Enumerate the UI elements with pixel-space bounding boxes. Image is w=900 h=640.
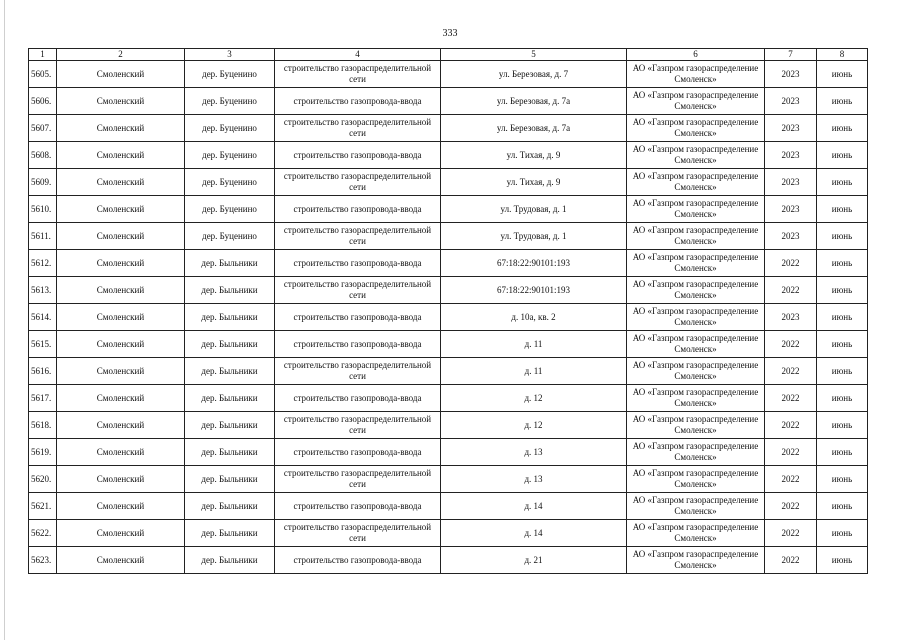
- row-number: 5616.: [29, 358, 57, 385]
- address-cell: д. 21: [441, 547, 627, 574]
- settlement-cell: дер. Быльники: [185, 304, 275, 331]
- work-type-cell: строительство газораспределительной сети: [275, 223, 441, 250]
- organization-cell: АО «Газпром газораспределение Смоленск»: [627, 358, 765, 385]
- year-cell: 2023: [765, 142, 817, 169]
- district-cell: Смоленский: [57, 547, 185, 574]
- work-type-cell: строительство газопровода-ввода: [275, 547, 441, 574]
- address-cell: ул. Тихая, д. 9: [441, 169, 627, 196]
- row-number: 5606.: [29, 88, 57, 115]
- month-cell: июнь: [817, 385, 868, 412]
- month-cell: июнь: [817, 115, 868, 142]
- address-cell: ул. Березовая, д. 7: [441, 61, 627, 88]
- organization-cell: АО «Газпром газораспределение Смоленск»: [627, 520, 765, 547]
- district-cell: Смоленский: [57, 304, 185, 331]
- work-type-cell: строительство газопровода-ввода: [275, 142, 441, 169]
- district-cell: Смоленский: [57, 466, 185, 493]
- month-cell: июнь: [817, 304, 868, 331]
- row-number: 5610.: [29, 196, 57, 223]
- row-number: 5620.: [29, 466, 57, 493]
- year-cell: 2022: [765, 493, 817, 520]
- year-cell: 2022: [765, 547, 817, 574]
- table-row: [29, 412, 868, 439]
- address-cell: д. 12: [441, 385, 627, 412]
- organization-cell: АО «Газпром газораспределение Смоленск»: [627, 331, 765, 358]
- settlement-cell: дер. Быльники: [185, 466, 275, 493]
- header-row: [29, 49, 868, 61]
- year-cell: 2022: [765, 466, 817, 493]
- district-cell: Смоленский: [57, 61, 185, 88]
- registry-table: [28, 48, 868, 574]
- column-header: 7: [765, 49, 817, 61]
- address-cell: ул. Трудовая, д. 1: [441, 196, 627, 223]
- settlement-cell: дер. Быльники: [185, 439, 275, 466]
- district-cell: Смоленский: [57, 250, 185, 277]
- year-cell: 2023: [765, 115, 817, 142]
- district-cell: Смоленский: [57, 88, 185, 115]
- settlement-cell: дер. Буценино: [185, 169, 275, 196]
- month-cell: июнь: [817, 277, 868, 304]
- year-cell: 2022: [765, 439, 817, 466]
- row-number: 5622.: [29, 520, 57, 547]
- row-number: 5609.: [29, 169, 57, 196]
- column-header: 2: [57, 49, 185, 61]
- organization-cell: АО «Газпром газораспределение Смоленск»: [627, 61, 765, 88]
- row-number: 5618.: [29, 412, 57, 439]
- organization-cell: АО «Газпром газораспределение Смоленск»: [627, 169, 765, 196]
- work-type-cell: строительство газопровода-ввода: [275, 493, 441, 520]
- month-cell: июнь: [817, 520, 868, 547]
- table-row: [29, 196, 868, 223]
- month-cell: июнь: [817, 439, 868, 466]
- year-cell: 2022: [765, 412, 817, 439]
- district-cell: Смоленский: [57, 520, 185, 547]
- table-row: [29, 439, 868, 466]
- work-type-cell: строительство газопровода-ввода: [275, 250, 441, 277]
- table-row: [29, 277, 868, 304]
- settlement-cell: дер. Буценино: [185, 115, 275, 142]
- year-cell: 2022: [765, 358, 817, 385]
- address-cell: 67:18:22:90101:193: [441, 250, 627, 277]
- work-type-cell: строительство газораспределительной сети: [275, 520, 441, 547]
- settlement-cell: дер. Быльники: [185, 358, 275, 385]
- address-cell: ул. Березовая, д. 7а: [441, 115, 627, 142]
- column-header: 1: [29, 49, 57, 61]
- column-header: 8: [817, 49, 868, 61]
- district-cell: Смоленский: [57, 277, 185, 304]
- year-cell: 2023: [765, 304, 817, 331]
- district-cell: Смоленский: [57, 223, 185, 250]
- address-cell: д. 13: [441, 466, 627, 493]
- address-cell: д. 10а, кв. 2: [441, 304, 627, 331]
- settlement-cell: дер. Быльники: [185, 385, 275, 412]
- work-type-cell: строительство газопровода-ввода: [275, 304, 441, 331]
- table-row: [29, 223, 868, 250]
- organization-cell: АО «Газпром газораспределение Смоленск»: [627, 412, 765, 439]
- table-row: [29, 358, 868, 385]
- organization-cell: АО «Газпром газораспределение Смоленск»: [627, 385, 765, 412]
- year-cell: 2022: [765, 331, 817, 358]
- year-cell: 2023: [765, 88, 817, 115]
- month-cell: июнь: [817, 412, 868, 439]
- month-cell: июнь: [817, 61, 868, 88]
- address-cell: д. 11: [441, 358, 627, 385]
- page-edge-line: [4, 0, 5, 640]
- organization-cell: АО «Газпром газораспределение Смоленск»: [627, 547, 765, 574]
- table-row: [29, 493, 868, 520]
- address-cell: д. 14: [441, 520, 627, 547]
- table-row: [29, 142, 868, 169]
- month-cell: июнь: [817, 88, 868, 115]
- row-number: 5614.: [29, 304, 57, 331]
- address-cell: ул. Березовая, д. 7а: [441, 88, 627, 115]
- settlement-cell: дер. Быльники: [185, 331, 275, 358]
- work-type-cell: строительство газораспределительной сети: [275, 358, 441, 385]
- settlement-cell: дер. Быльники: [185, 547, 275, 574]
- district-cell: Смоленский: [57, 196, 185, 223]
- column-header: 3: [185, 49, 275, 61]
- work-type-cell: строительство газораспределительной сети: [275, 169, 441, 196]
- month-cell: июнь: [817, 331, 868, 358]
- row-number: 5607.: [29, 115, 57, 142]
- work-type-cell: строительство газопровода-ввода: [275, 196, 441, 223]
- table-row: [29, 466, 868, 493]
- table-row: [29, 88, 868, 115]
- year-cell: 2022: [765, 250, 817, 277]
- month-cell: июнь: [817, 223, 868, 250]
- table-row: [29, 304, 868, 331]
- settlement-cell: дер. Быльники: [185, 277, 275, 304]
- work-type-cell: строительство газопровода-ввода: [275, 331, 441, 358]
- month-cell: июнь: [817, 358, 868, 385]
- year-cell: 2023: [765, 169, 817, 196]
- row-number: 5612.: [29, 250, 57, 277]
- address-cell: 67:18:22:90101:193: [441, 277, 627, 304]
- column-header: 5: [441, 49, 627, 61]
- year-cell: 2023: [765, 196, 817, 223]
- month-cell: июнь: [817, 466, 868, 493]
- address-cell: д. 11: [441, 331, 627, 358]
- table-row: [29, 385, 868, 412]
- organization-cell: АО «Газпром газораспределение Смоленск»: [627, 466, 765, 493]
- table-body: [29, 61, 868, 574]
- table-row: [29, 250, 868, 277]
- district-cell: Смоленский: [57, 439, 185, 466]
- district-cell: Смоленский: [57, 385, 185, 412]
- work-type-cell: строительство газораспределительной сети: [275, 115, 441, 142]
- settlement-cell: дер. Быльники: [185, 250, 275, 277]
- row-number: 5623.: [29, 547, 57, 574]
- district-cell: Смоленский: [57, 142, 185, 169]
- address-cell: д. 14: [441, 493, 627, 520]
- month-cell: июнь: [817, 169, 868, 196]
- address-cell: ул. Тихая, д. 9: [441, 142, 627, 169]
- district-cell: Смоленский: [57, 412, 185, 439]
- table-row: [29, 520, 868, 547]
- column-header: 6: [627, 49, 765, 61]
- organization-cell: АО «Газпром газораспределение Смоленск»: [627, 223, 765, 250]
- table-row: [29, 61, 868, 88]
- table-row: [29, 547, 868, 574]
- column-header: 4: [275, 49, 441, 61]
- row-number: 5617.: [29, 385, 57, 412]
- row-number: 5611.: [29, 223, 57, 250]
- district-cell: Смоленский: [57, 358, 185, 385]
- work-type-cell: строительство газопровода-ввода: [275, 385, 441, 412]
- district-cell: Смоленский: [57, 493, 185, 520]
- work-type-cell: строительство газораспределительной сети: [275, 277, 441, 304]
- organization-cell: АО «Газпром газораспределение Смоленск»: [627, 304, 765, 331]
- row-number: 5605.: [29, 61, 57, 88]
- settlement-cell: дер. Быльники: [185, 493, 275, 520]
- page-number: 333: [442, 28, 458, 39]
- table-row: [29, 115, 868, 142]
- work-type-cell: строительство газопровода-ввода: [275, 439, 441, 466]
- settlement-cell: дер. Буценино: [185, 223, 275, 250]
- table-row: [29, 169, 868, 196]
- month-cell: июнь: [817, 196, 868, 223]
- settlement-cell: дер. Буценино: [185, 61, 275, 88]
- address-cell: д. 13: [441, 439, 627, 466]
- row-number: 5613.: [29, 277, 57, 304]
- month-cell: июнь: [817, 493, 868, 520]
- organization-cell: АО «Газпром газораспределение Смоленск»: [627, 142, 765, 169]
- district-cell: Смоленский: [57, 115, 185, 142]
- row-number: 5619.: [29, 439, 57, 466]
- year-cell: 2022: [765, 385, 817, 412]
- organization-cell: АО «Газпром газораспределение Смоленск»: [627, 250, 765, 277]
- organization-cell: АО «Газпром газораспределение Смоленск»: [627, 277, 765, 304]
- year-cell: 2023: [765, 223, 817, 250]
- address-cell: ул. Трудовая, д. 1: [441, 223, 627, 250]
- year-cell: 2022: [765, 277, 817, 304]
- organization-cell: АО «Газпром газораспределение Смоленск»: [627, 439, 765, 466]
- row-number: 5615.: [29, 331, 57, 358]
- settlement-cell: дер. Быльники: [185, 520, 275, 547]
- row-number: 5621.: [29, 493, 57, 520]
- organization-cell: АО «Газпром газораспределение Смоленск»: [627, 493, 765, 520]
- year-cell: 2023: [765, 61, 817, 88]
- work-type-cell: строительство газораспределительной сети: [275, 412, 441, 439]
- organization-cell: АО «Газпром газораспределение Смоленск»: [627, 196, 765, 223]
- month-cell: июнь: [817, 142, 868, 169]
- settlement-cell: дер. Буценино: [185, 142, 275, 169]
- settlement-cell: дер. Буценино: [185, 196, 275, 223]
- work-type-cell: строительство газопровода-ввода: [275, 88, 441, 115]
- settlement-cell: дер. Быльники: [185, 412, 275, 439]
- organization-cell: АО «Газпром газораспределение Смоленск»: [627, 115, 765, 142]
- organization-cell: АО «Газпром газораспределение Смоленск»: [627, 88, 765, 115]
- work-type-cell: строительство газораспределительной сети: [275, 61, 441, 88]
- settlement-cell: дер. Буценино: [185, 88, 275, 115]
- district-cell: Смоленский: [57, 331, 185, 358]
- month-cell: июнь: [817, 250, 868, 277]
- address-cell: д. 12: [441, 412, 627, 439]
- district-cell: Смоленский: [57, 169, 185, 196]
- table-row: [29, 331, 868, 358]
- row-number: 5608.: [29, 142, 57, 169]
- year-cell: 2022: [765, 520, 817, 547]
- work-type-cell: строительство газораспределительной сети: [275, 466, 441, 493]
- month-cell: июнь: [817, 547, 868, 574]
